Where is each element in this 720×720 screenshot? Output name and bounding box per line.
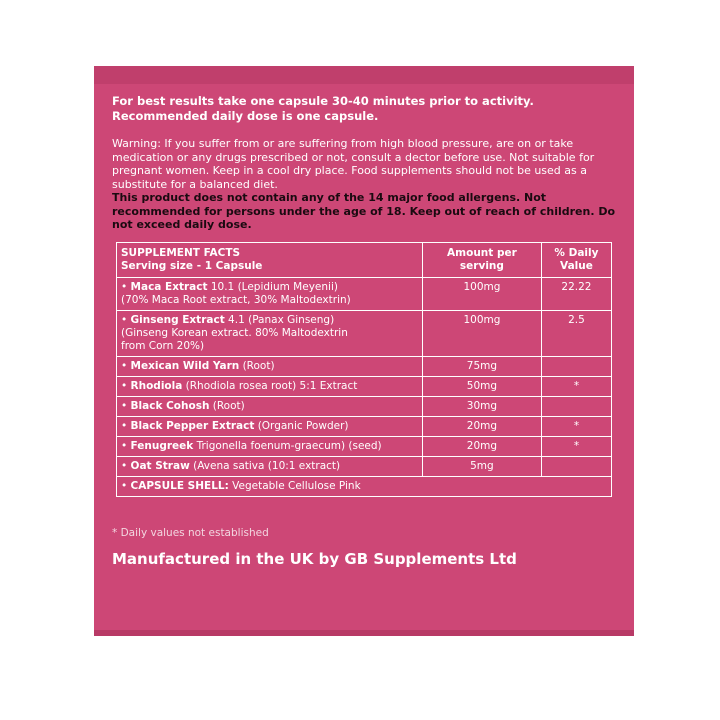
ingredient-name: Maca Extract [130, 280, 208, 293]
manufacturer-line: Manufactured in the UK by GB Supplements Ltd [112, 549, 517, 568]
ingredient-desc: (Root) [209, 399, 245, 412]
ingredient-cell: • Rhodiola (Rhodiola rosea root) 5:1 Extract [117, 376, 423, 396]
amount-cell: 30mg [422, 396, 541, 416]
amount-cell: 75mg [422, 356, 541, 376]
ingredient-desc: (Root) [239, 359, 275, 372]
ingredient-cell: • Fenugreek Trigonella foenum-graecum) (seed) [117, 436, 423, 456]
ingredient-cell: • Black Pepper Extract (Organic Powder) [117, 416, 423, 436]
daily-value-cell: * [541, 416, 611, 436]
ingredient-cell: • Oat Straw (Avena sativa (10:1 extract) [117, 456, 423, 476]
daily-value-cell: * [541, 376, 611, 396]
capsule-shell-label: CAPSULE SHELL: [130, 479, 229, 492]
ingredient-desc: (Avena sativa (10:1 extract) [189, 459, 341, 472]
header-amount-line1: Amount per [447, 246, 517, 259]
ingredient-name: Black Pepper Extract [130, 419, 255, 432]
daily-value-cell [541, 456, 611, 476]
daily-value-cell: 22.22 [541, 277, 611, 310]
ingredient-name: Ginseng Extract [130, 313, 225, 326]
ingredient-cell: • Maca Extract 10.1 (Lepidium Meyenii) (70% Maca Root extract, 30% Maltodextrin) [117, 277, 423, 310]
ingredient-desc-line2: (Ginseng Korean extract. 80% Maltodextrin [121, 326, 348, 339]
amount-cell: 20mg [422, 416, 541, 436]
header-serving: Serving size - 1 Capsule [121, 259, 263, 272]
header-daily-value [541, 242, 611, 277]
usage-instructions: For best results take one capsule 30-40 minutes prior to activity. Recommended daily dose is one capsule. [112, 94, 534, 123]
header-title: SUPPLEMENT FACTS [121, 246, 241, 259]
daily-value-cell [541, 396, 611, 416]
header-amount [422, 242, 541, 277]
warning-text: Warning: If you suffer from or are suffering from high blood pressure, are on or take medication or any drugs prescribed or not, consult a dector before use. Not suitable for pregnant women. Keep in a cool dry place. Food supplements should not be used as a substitute for a balanced diet. [112, 137, 595, 191]
ingredient-desc-line3: from Corn 20%) [121, 339, 205, 352]
amount-cell: 100mg [422, 277, 541, 310]
ingredient-desc-line2: (70% Maca Root extract, 30% Maltodextrin) [121, 293, 351, 306]
header-facts [117, 242, 423, 277]
capsule-shell-cell: • CAPSULE SHELL: Vegetable Cellulose Pink [117, 476, 612, 496]
capsule-shell-row [117, 476, 612, 496]
allergen-notice: This product does not contain any of the 14 major food allergens. Not recommended for persons under the age of 18. Keep out of reach of children. Do not exceed daily dose. [112, 191, 616, 231]
ingredient-name: Rhodiola [130, 379, 183, 392]
table-row [117, 277, 612, 310]
table-row [117, 456, 612, 476]
header-amount-line2: serving [459, 259, 504, 272]
capsule-shell-value: Vegetable Cellulose Pink [228, 479, 361, 492]
ingredient-name: Mexican Wild Yarn [130, 359, 240, 372]
amount-cell: 5mg [422, 456, 541, 476]
ingredient-desc: 4.1 (Panax Ginseng) [224, 313, 335, 326]
table-row [117, 436, 612, 456]
footnote: * Daily values not established [112, 526, 269, 539]
daily-value-cell: * [541, 436, 611, 456]
supplement-facts-table [116, 242, 612, 497]
ingredient-name: Black Cohosh [130, 399, 210, 412]
ingredient-name: Oat Straw [130, 459, 190, 472]
ingredient-cell: • Ginseng Extract 4.1 (Panax Ginseng) (Ginseng Korean extract. 80% Maltodextrin from Corn 20%) [117, 310, 423, 356]
box-bottom-edge [94, 630, 634, 636]
table-row [117, 356, 612, 376]
daily-value-cell: 2.5 [541, 310, 611, 356]
amount-cell: 50mg [422, 376, 541, 396]
table-row [117, 376, 612, 396]
table-header-row [117, 242, 612, 277]
table-row [117, 310, 612, 356]
daily-value-cell [541, 356, 611, 376]
amount-cell: 20mg [422, 436, 541, 456]
box-top-edge [94, 66, 634, 84]
table-row [117, 416, 612, 436]
amount-cell: 100mg [422, 310, 541, 356]
header-dv-line1: % Daily [554, 246, 599, 259]
ingredient-desc: (Organic Powder) [254, 419, 349, 432]
ingredient-desc: 10.1 (Lepidium Meyenii) [207, 280, 338, 293]
ingredient-cell: • Mexican Wild Yarn (Root) [117, 356, 423, 376]
ingredient-cell: • Black Cohosh (Root) [117, 396, 423, 416]
header-dv-line2: Value [560, 259, 593, 272]
table-row [117, 396, 612, 416]
ingredient-desc: (Rhodiola rosea root) 5:1 Extract [182, 379, 358, 392]
label-content [112, 94, 618, 568]
ingredient-name: Fenugreek [130, 439, 194, 452]
ingredient-desc: Trigonella foenum-graecum) (seed) [193, 439, 382, 452]
